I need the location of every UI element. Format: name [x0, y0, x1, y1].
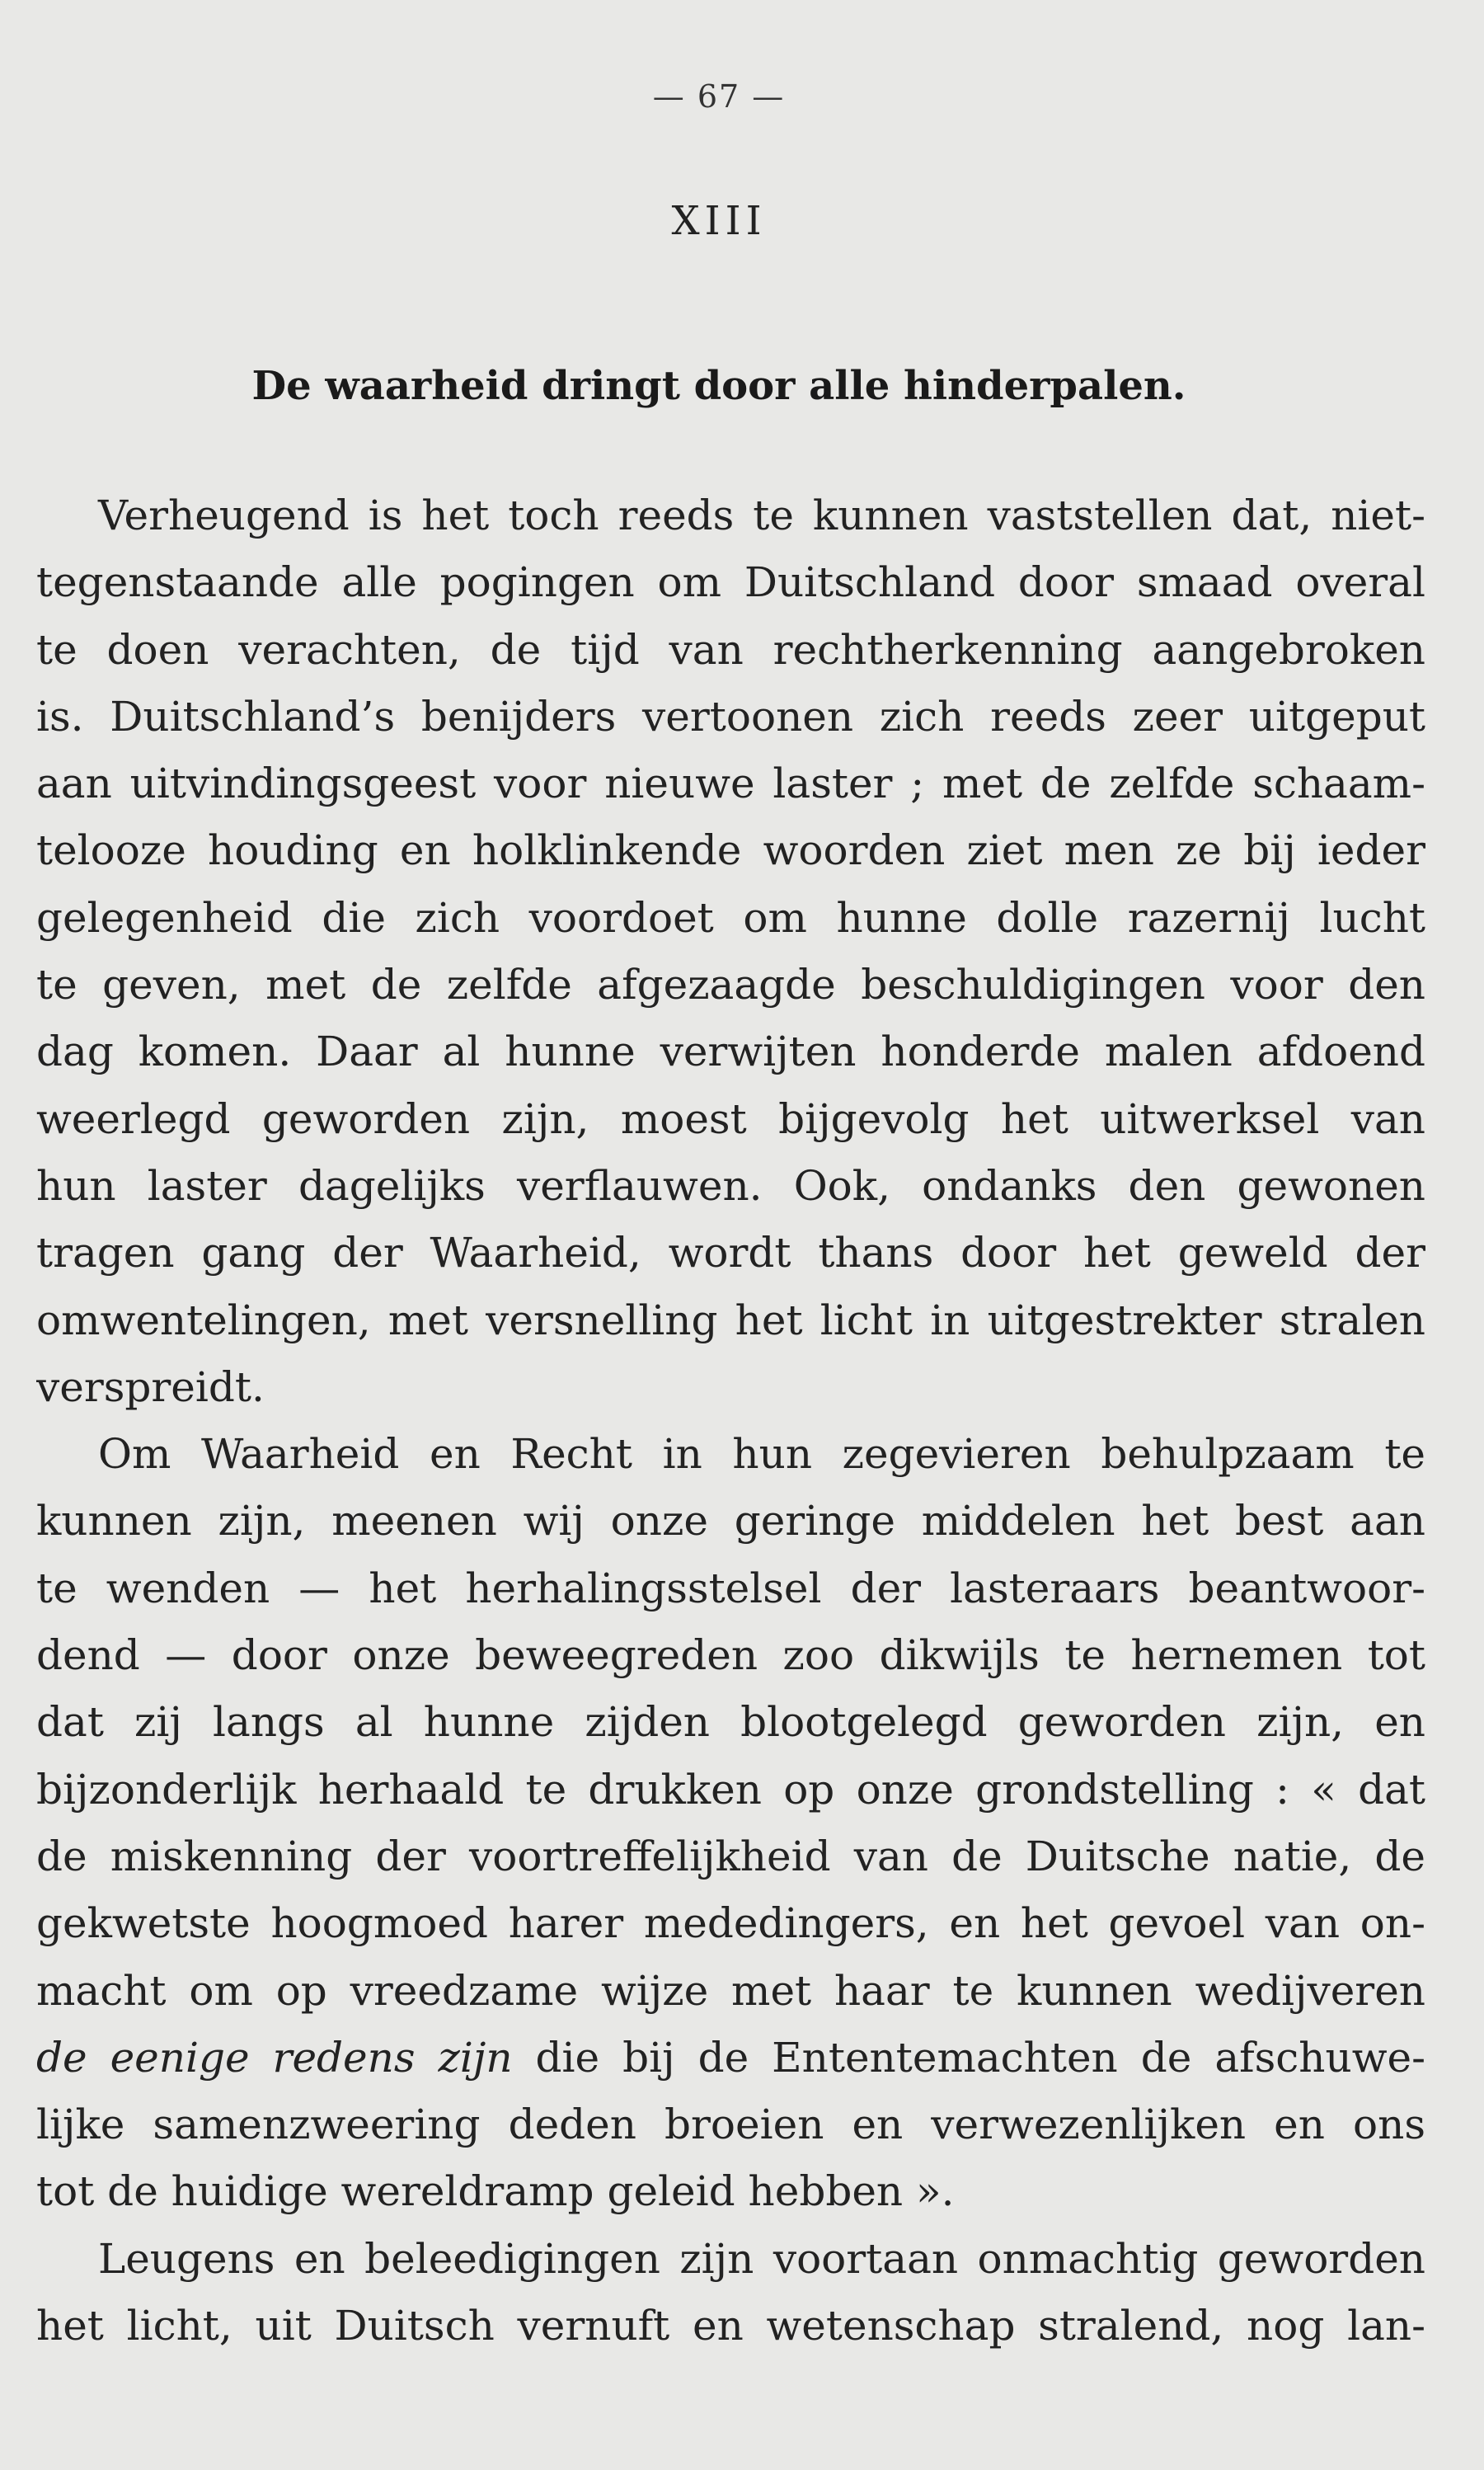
- text-line: dag komen. Daar al hunne verwijten honderde malen afdoend: [36, 1028, 1425, 1076]
- text-line: tegenstaande alle pogingen om Duitschland door smaad overal: [36, 558, 1425, 607]
- chapter-heading: XIII: [671, 198, 767, 244]
- text-line: lijke samenzweering deden broeien en verwezenlijken en ons: [36, 2101, 1425, 2149]
- text-line: hun laster dagelijks verflauwen. Ook, ondanks den gewonen: [36, 1161, 1425, 1210]
- body-text: [36, 482, 1425, 2359]
- text-line: omwentelingen, met versnelling het licht in uitgestrekter stralen: [36, 1296, 1425, 1344]
- text-line: gelegenheid die zich voordoet om hunne dolle razernij lucht: [36, 893, 1425, 942]
- text-line: tot de huidige wereldramp geleid hebben ».: [36, 2167, 955, 2216]
- text-line: is. Duitschland’s benijders vertoonen zich reeds zeer uitgeput: [36, 692, 1425, 741]
- text-line: macht om op vreedzame wijze met haar te kunnen wedijveren: [36, 1966, 1425, 2015]
- text-line: dend — door onze beweegreden zoo dikwijls te hernemen tot: [36, 1631, 1425, 1680]
- italic-phrase: de eenige redens zijn: [36, 2033, 513, 2082]
- text-line: weerlegd geworden zijn, moest bijgevolg het uitwerksel van: [36, 1094, 1425, 1143]
- page-number: — 67 —: [652, 78, 786, 115]
- text-line: Leugens en beleedigingen zijn voortaan onmachtig geworden: [98, 2234, 1425, 2283]
- text-line: Om Waarheid en Recht in hun zegevieren behulpzaam te: [98, 1430, 1425, 1479]
- text-line: aan uitvindingsgeest voor nieuwe laster ; met de zelfde schaam-: [36, 760, 1425, 808]
- text-line: verspreidt.: [36, 1362, 265, 1411]
- text-line: dat zij langs al hunne zijden blootgelegd geworden zijn, en: [36, 1698, 1425, 1747]
- text-line: gekwetste hoogmoed harer mededingers, en het gevoel van on-: [36, 1899, 1425, 1948]
- text-line: het licht, uit Duitsch vernuft en wetenschap stralend, nog lan-: [36, 2302, 1425, 2350]
- text-line: Verheugend is het toch reeds te kunnen vaststellen dat, niet-: [98, 492, 1425, 539]
- section-title: De waarheid dringt door alle hinderpalen.: [251, 363, 1186, 409]
- text-line: telooze houding en holklinkende woorden ziet men ze bij ieder: [36, 826, 1425, 875]
- text-line: bijzonderlijk herhaald te drukken op onze grondstelling : « dat: [36, 1765, 1425, 1814]
- text-line: de miskenning der voortreffelijkheid van de Duitsche natie, de: [36, 1832, 1425, 1880]
- text-line: kunnen zijn, meenen wij onze geringe middelen het best aan: [36, 1497, 1425, 1546]
- text-line: te doen verachten, de tijd van rechtherkenning aangebroken: [36, 625, 1425, 674]
- text-line: te geven, met de zelfde afgezaagde beschuldigingen voor den: [36, 961, 1425, 1009]
- text-line: te wenden — het herhalingsstelsel der lasteraars beantwoor-: [36, 1564, 1425, 1612]
- text-line: tragen gang der Waarheid, wordt thans door het geweld der: [36, 1229, 1425, 1277]
- text-line: de eenige redens zijn die bij de Ententemachten de afschuwe-: [36, 2033, 1425, 2082]
